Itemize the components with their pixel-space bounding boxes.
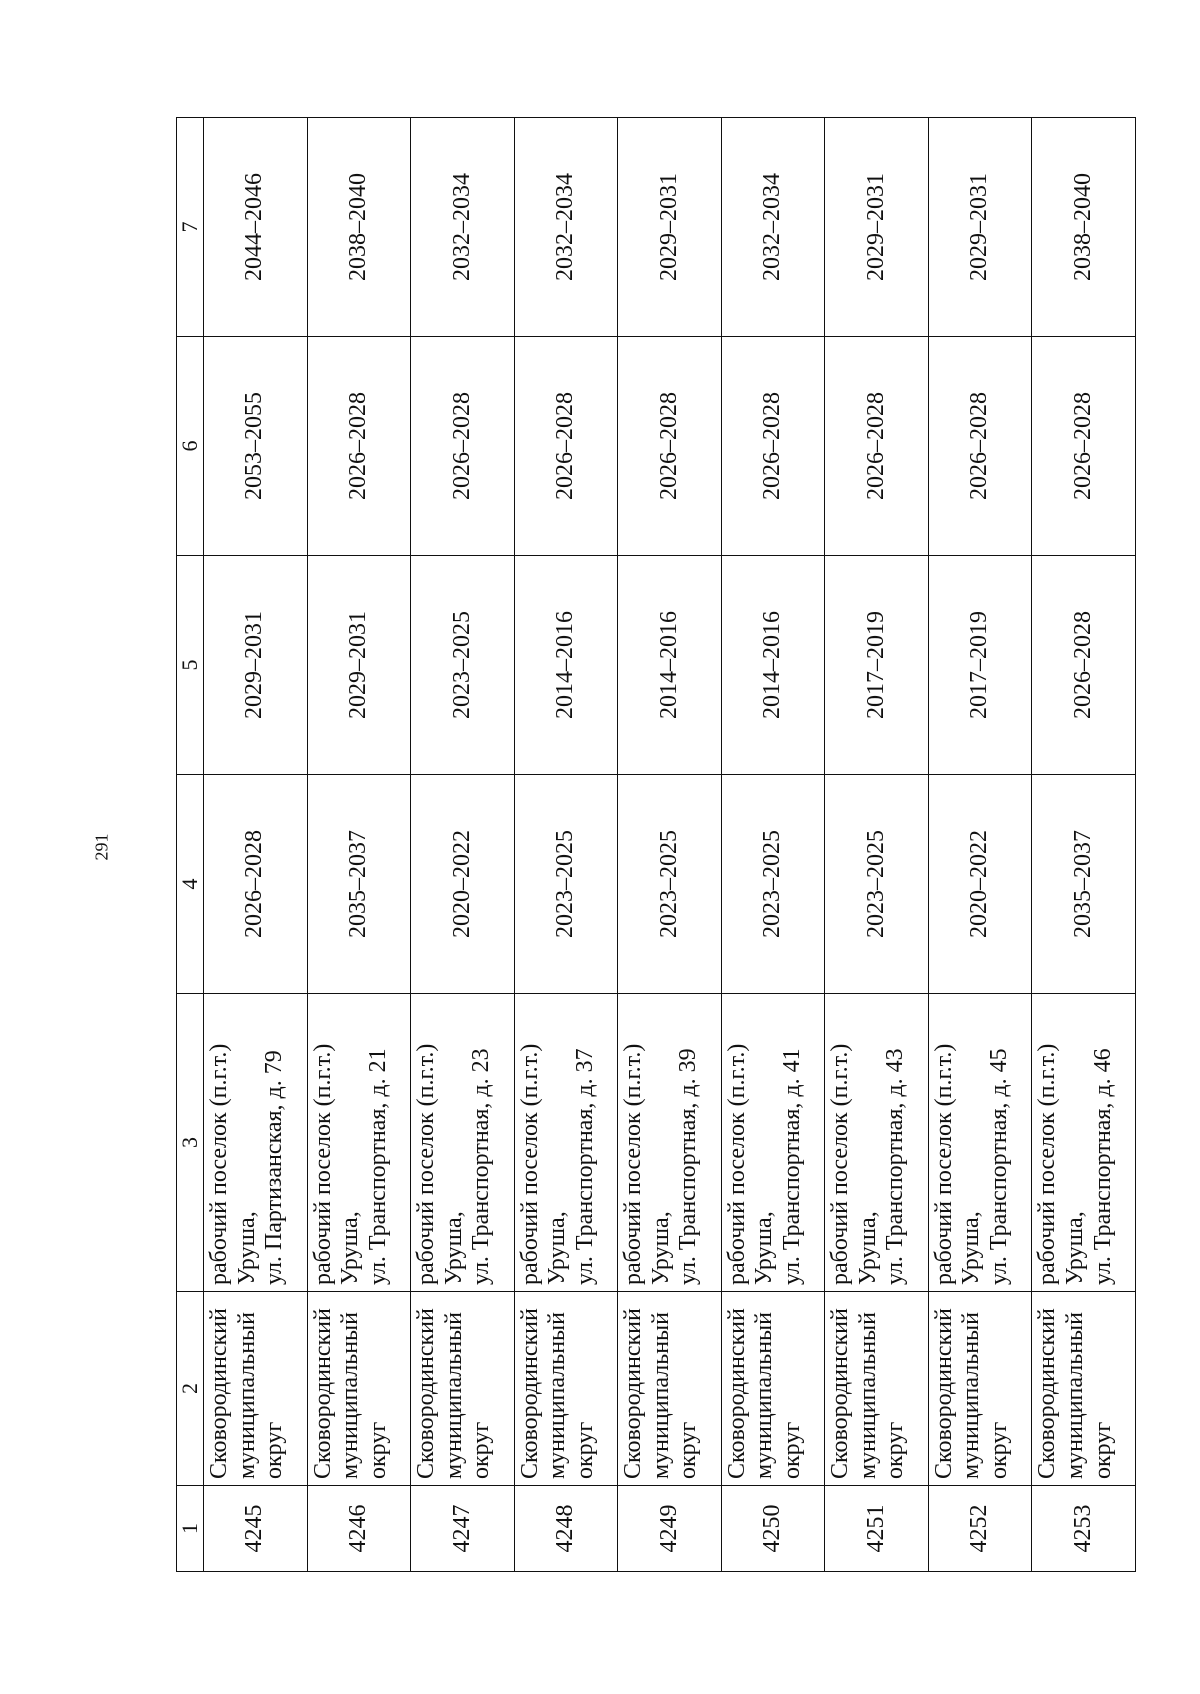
column-header-5: 5 (177, 556, 204, 775)
table-row (307, 118, 411, 1572)
period-cell-col6: 2026–2028 (1032, 337, 1136, 556)
address-line: Уруша, (233, 1211, 260, 1285)
address-line: рабочий поселок (п.г.т.) (723, 1043, 750, 1285)
period-cell-col4: 2035–2037 (307, 775, 411, 994)
address-line: ул. Транспортная, д. 39 (675, 1048, 702, 1285)
address-cell (618, 994, 722, 1292)
district-line: муниципальный (233, 1311, 260, 1479)
period-cell-col6: 2026–2028 (411, 337, 515, 556)
period-cell-col4: 2023–2025 (721, 775, 825, 994)
address-line: ул. Транспортная, д. 46 (1089, 1048, 1116, 1285)
district-line: муниципальный (958, 1311, 985, 1479)
header-row (177, 118, 204, 1572)
period-cell-col5: 2014–2016 (514, 556, 618, 775)
district-line: округ (1089, 1421, 1116, 1479)
row-number: 4250 (721, 1486, 825, 1572)
address-cell (825, 994, 929, 1292)
district-line: округ (778, 1421, 805, 1479)
address-line: Уруша, (647, 1211, 674, 1285)
registry-table-container (176, 118, 1136, 1572)
district-cell (411, 1292, 515, 1486)
registry-table (176, 117, 1136, 1572)
address-cell (1032, 994, 1136, 1292)
district-line: округ (675, 1421, 702, 1479)
row-number: 4249 (618, 1486, 722, 1572)
table-body (204, 118, 1136, 1572)
table-row (514, 118, 618, 1572)
table-row (204, 118, 308, 1572)
period-cell-col4: 2026–2028 (204, 775, 308, 994)
district-line: округ (986, 1421, 1013, 1479)
period-cell-col6: 2026–2028 (618, 337, 722, 556)
address-line: Уруша, (854, 1211, 881, 1285)
period-cell-col4: 2023–2025 (618, 775, 722, 994)
period-cell-col5: 2014–2016 (721, 556, 825, 775)
address-line: ул. Транспортная, д. 45 (986, 1048, 1013, 1285)
row-number: 4252 (928, 1486, 1032, 1572)
period-cell-col4: 2023–2025 (514, 775, 618, 994)
column-header-4: 4 (177, 775, 204, 994)
address-cell (721, 994, 825, 1292)
row-number: 4247 (411, 1486, 515, 1572)
period-cell-col5: 2014–2016 (618, 556, 722, 775)
district-line: муниципальный (544, 1311, 571, 1479)
address-line: Уруша, (751, 1211, 778, 1285)
row-number: 4251 (825, 1486, 929, 1572)
district-line: Сковородинский (1034, 1308, 1061, 1479)
district-line: округ (261, 1421, 288, 1479)
address-line: Уруша, (1061, 1211, 1088, 1285)
column-header-2: 2 (177, 1292, 204, 1486)
period-cell-col5: 2023–2025 (411, 556, 515, 775)
address-line: Уруша, (337, 1211, 364, 1285)
district-cell (307, 1292, 411, 1486)
period-cell-col7: 2038–2040 (1032, 118, 1136, 337)
address-line: ул. Транспортная, д. 43 (882, 1048, 909, 1285)
district-cell (618, 1292, 722, 1486)
district-line: Сковородинский (930, 1308, 957, 1479)
address-line: рабочий поселок (п.г.т.) (1034, 1043, 1061, 1285)
address-cell (928, 994, 1032, 1292)
district-cell (928, 1292, 1032, 1486)
district-line: округ (882, 1421, 909, 1479)
period-cell-col7: 2029–2031 (825, 118, 929, 337)
column-header-1: 1 (177, 1486, 204, 1572)
table-row (721, 118, 825, 1572)
district-line: муниципальный (1061, 1311, 1088, 1479)
period-cell-col4: 2020–2022 (411, 775, 515, 994)
period-cell-col7: 2044–2046 (204, 118, 308, 337)
row-number: 4245 (204, 1486, 308, 1572)
district-cell (1032, 1292, 1136, 1486)
district-line: муниципальный (647, 1311, 674, 1479)
district-line: муниципальный (337, 1311, 364, 1479)
district-line: Сковородинский (309, 1308, 336, 1479)
period-cell-col6: 2026–2028 (307, 337, 411, 556)
period-cell-col6: 2026–2028 (928, 337, 1032, 556)
address-line: рабочий поселок (п.г.т.) (516, 1043, 543, 1285)
table-row (411, 118, 515, 1572)
period-cell-col5: 2017–2019 (825, 556, 929, 775)
column-header-3: 3 (177, 994, 204, 1292)
period-cell-col5: 2026–2028 (1032, 556, 1136, 775)
period-cell-col5: 2029–2031 (307, 556, 411, 775)
row-number: 4253 (1032, 1486, 1136, 1572)
address-line: Уруша, (440, 1211, 467, 1285)
period-cell-col5: 2029–2031 (204, 556, 308, 775)
address-cell (204, 994, 308, 1292)
address-line: Уруша, (544, 1211, 571, 1285)
address-line: рабочий поселок (п.г.т.) (620, 1043, 647, 1285)
address-line: ул. Партизанская, д. 79 (261, 1050, 288, 1285)
address-line: ул. Транспортная, д. 41 (778, 1048, 805, 1285)
address-cell (514, 994, 618, 1292)
period-cell-col4: 2020–2022 (928, 775, 1032, 994)
period-cell-col4: 2023–2025 (825, 775, 929, 994)
address-line: ул. Транспортная, д. 23 (468, 1048, 495, 1285)
address-line: рабочий поселок (п.г.т.) (413, 1043, 440, 1285)
district-cell (514, 1292, 618, 1486)
table-row (1032, 118, 1136, 1572)
table-row (618, 118, 722, 1572)
district-line: округ (364, 1421, 391, 1479)
address-cell (307, 994, 411, 1292)
address-line: рабочий поселок (п.г.т.) (309, 1043, 336, 1285)
district-line: округ (571, 1421, 598, 1479)
district-cell (721, 1292, 825, 1486)
address-line: ул. Транспортная, д. 21 (364, 1048, 391, 1285)
row-number: 4248 (514, 1486, 618, 1572)
district-line: Сковородинский (827, 1308, 854, 1479)
period-cell-col7: 2032–2034 (721, 118, 825, 337)
period-cell-col7: 2029–2031 (928, 118, 1032, 337)
column-header-6: 6 (177, 337, 204, 556)
address-line: рабочий поселок (п.г.т.) (827, 1043, 854, 1285)
table-header (177, 118, 204, 1572)
district-line: Сковородинский (620, 1308, 647, 1479)
period-cell-col7: 2032–2034 (514, 118, 618, 337)
table-row (928, 118, 1032, 1572)
district-line: округ (468, 1421, 495, 1479)
district-line: Сковородинский (206, 1308, 232, 1479)
address-line: рабочий поселок (п.г.т.) (930, 1043, 957, 1285)
column-header-7: 7 (177, 118, 204, 337)
period-cell-col7: 2038–2040 (307, 118, 411, 337)
district-cell (204, 1292, 308, 1486)
period-cell-col6: 2026–2028 (721, 337, 825, 556)
period-cell-col7: 2029–2031 (618, 118, 722, 337)
row-number: 4246 (307, 1486, 411, 1572)
district-line: муниципальный (854, 1311, 881, 1479)
address-line: Уруша, (958, 1211, 985, 1285)
district-line: Сковородинский (516, 1308, 543, 1479)
period-cell-col4: 2035–2037 (1032, 775, 1136, 994)
period-cell-col5: 2017–2019 (928, 556, 1032, 775)
table-row (825, 118, 929, 1572)
period-cell-col6: 2053–2055 (204, 337, 308, 556)
district-line: муниципальный (751, 1311, 778, 1479)
district-line: Сковородинский (413, 1308, 440, 1479)
district-cell (825, 1292, 929, 1486)
period-cell-col6: 2026–2028 (514, 337, 618, 556)
address-line: рабочий поселок (п.г.т.) (206, 1043, 232, 1285)
district-line: Сковородинский (723, 1308, 750, 1479)
address-cell (411, 994, 515, 1292)
period-cell-col7: 2032–2034 (411, 118, 515, 337)
period-cell-col6: 2026–2028 (825, 337, 929, 556)
district-line: муниципальный (440, 1311, 467, 1479)
address-line: ул. Транспортная, д. 37 (571, 1048, 598, 1285)
page-number: 291 (91, 833, 112, 861)
